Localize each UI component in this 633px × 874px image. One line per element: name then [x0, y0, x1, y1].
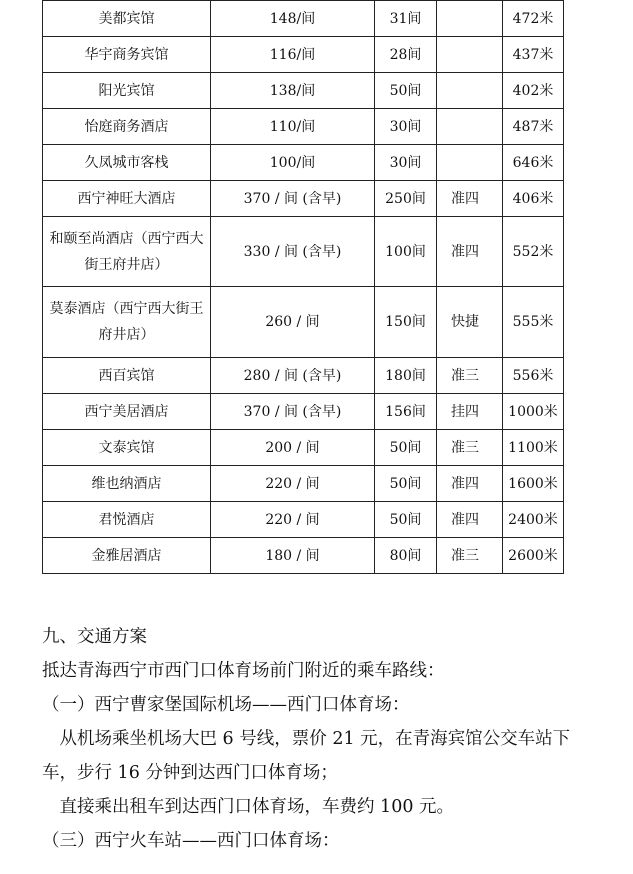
rooms-cell: 150间	[375, 287, 437, 358]
distance-cell: 472米	[503, 1, 564, 37]
level-cell	[437, 73, 503, 109]
distance-cell: 1000米	[503, 394, 564, 430]
hotel-name-cell: 阳光宾馆	[43, 73, 211, 109]
hotel-name-cell: 金雅居酒店	[43, 538, 211, 574]
hotel-name-cell: 文泰宾馆	[43, 430, 211, 466]
level-cell	[437, 109, 503, 145]
rooms-cell: 80间	[375, 538, 437, 574]
hotel-name-cell: 莫泰酒店（西宁西大街王府井店）	[43, 287, 211, 358]
route1-title: （一）西宁曹家堡国际机场——西门口体育场：	[42, 695, 410, 715]
rooms-cell: 100间	[375, 217, 437, 287]
rooms-cell: 250间	[375, 181, 437, 217]
table-row	[43, 502, 564, 538]
route3-title: （三）西宁火车站——西门口体育场：	[42, 831, 340, 851]
level-cell: 准四	[437, 502, 503, 538]
distance-cell: 2600米	[503, 538, 564, 574]
hotel-name-cell: 维也纳酒店	[43, 466, 211, 502]
distance-cell: 1600米	[503, 466, 564, 502]
table-row	[43, 466, 564, 502]
price-cell: 220 / 间	[211, 502, 375, 538]
distance-cell: 555米	[503, 287, 564, 358]
table-row	[43, 145, 564, 181]
price-cell: 220 / 间	[211, 466, 375, 502]
price-cell: 100/间	[211, 145, 375, 181]
distance-cell: 646米	[503, 145, 564, 181]
level-cell: 准四	[437, 466, 503, 502]
table-row	[43, 181, 564, 217]
rooms-cell: 156间	[375, 394, 437, 430]
price-cell: 180 / 间	[211, 538, 375, 574]
price-cell: 200 / 间	[211, 430, 375, 466]
level-cell: 准三	[437, 538, 503, 574]
distance-cell: 556米	[503, 358, 564, 394]
rooms-cell: 180间	[375, 358, 437, 394]
distance-cell: 402米	[503, 73, 564, 109]
distance-cell: 487米	[503, 109, 564, 145]
price-cell: 138/间	[211, 73, 375, 109]
distance-cell: 2400米	[503, 502, 564, 538]
table-row	[43, 538, 564, 574]
hotel-name-cell: 和颐至尚酒店（西宁西大街王府井店）	[43, 217, 211, 287]
level-cell: 挂四	[437, 394, 503, 430]
hotel-name-cell: 西宁美居酒店	[43, 394, 211, 430]
level-cell	[437, 37, 503, 73]
price-cell: 110/间	[211, 109, 375, 145]
distance-cell: 406米	[503, 181, 564, 217]
section-heading: 九、交通方案	[42, 627, 147, 647]
rooms-cell: 30间	[375, 145, 437, 181]
table-row	[43, 1, 564, 37]
price-cell: 260 / 间	[211, 287, 375, 358]
table-row	[43, 217, 564, 287]
price-cell: 330 / 间 (含早)	[211, 217, 375, 287]
table-row	[43, 109, 564, 145]
level-cell: 准四	[437, 181, 503, 217]
level-cell	[437, 1, 503, 37]
price-cell: 280 / 间 (含早)	[211, 358, 375, 394]
distance-cell: 437米	[503, 37, 564, 73]
table-row	[43, 430, 564, 466]
rooms-cell: 31间	[375, 1, 437, 37]
hotel-name-cell: 怡庭商务酒店	[43, 109, 211, 145]
distance-cell: 552米	[503, 217, 564, 287]
hotel-name-cell: 君悦酒店	[43, 502, 211, 538]
table-row	[43, 37, 564, 73]
table-row	[43, 358, 564, 394]
hotel-name-cell: 久凤城市客栈	[43, 145, 211, 181]
hotel-table	[42, 0, 564, 574]
level-cell: 准三	[437, 430, 503, 466]
price-cell: 148/间	[211, 1, 375, 37]
distance-cell: 1100米	[503, 430, 564, 466]
rooms-cell: 50间	[375, 466, 437, 502]
intro-line: 抵达青海西宁市西门口体育场前门附近的乘车路线：	[42, 661, 445, 681]
hotel-name-cell: 华宇商务宾馆	[43, 37, 211, 73]
rooms-cell: 50间	[375, 502, 437, 538]
hotel-name-cell: 西百宾馆	[43, 358, 211, 394]
rooms-cell: 50间	[375, 430, 437, 466]
transport-section	[42, 620, 602, 858]
rooms-cell: 50间	[375, 73, 437, 109]
price-cell: 370 / 间 (含早)	[211, 394, 375, 430]
route1-bus-text: 从机场乘坐机场大巴 6 号线，票价 21 元，在青海宾馆公交车站下车，步行 16 分钟到达西门口体育场；	[42, 729, 571, 783]
table-row	[43, 394, 564, 430]
price-cell: 370 / 间 (含早)	[211, 181, 375, 217]
price-cell: 116/间	[211, 37, 375, 73]
level-cell: 准四	[437, 217, 503, 287]
hotel-name-cell: 美都宾馆	[43, 1, 211, 37]
rooms-cell: 28间	[375, 37, 437, 73]
level-cell: 快捷	[437, 287, 503, 358]
rooms-cell: 30间	[375, 109, 437, 145]
level-cell: 准三	[437, 358, 503, 394]
hotel-name-cell: 西宁神旺大酒店	[43, 181, 211, 217]
table-row	[43, 287, 564, 358]
route1-taxi-text: 直接乘出租车到达西门口体育场，车费约 100 元。	[59, 797, 455, 817]
table-row	[43, 73, 564, 109]
level-cell	[437, 145, 503, 181]
